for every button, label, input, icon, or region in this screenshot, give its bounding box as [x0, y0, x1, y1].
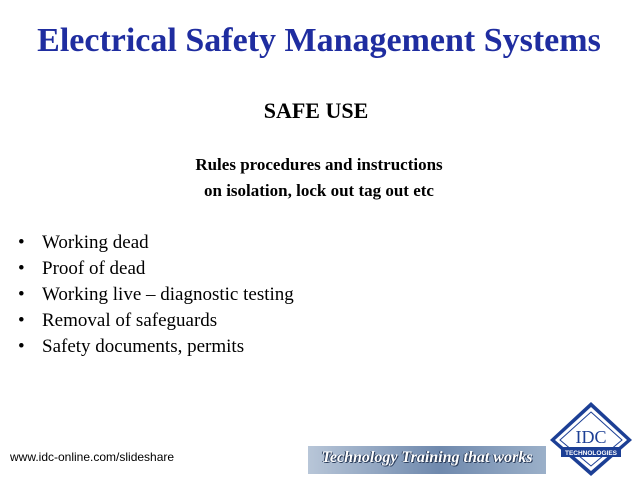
- bullet-icon: •: [18, 310, 25, 331]
- footer-url[interactable]: www.idc-online.com/slideshare: [10, 450, 175, 464]
- bullet-icon: •: [18, 284, 25, 305]
- bullet-item: [18, 256, 294, 282]
- bullet-icon: •: [18, 232, 25, 253]
- bullet-text: Proof of dead: [42, 258, 146, 279]
- bullet-item: [18, 230, 294, 256]
- logo-text: IDC: [575, 427, 607, 447]
- slide-subtitle: [0, 98, 638, 124]
- bullet-item: [18, 282, 294, 308]
- tagline-text: Technology Training that works: [321, 449, 533, 466]
- bullet-text: Working dead: [42, 232, 149, 253]
- bullet-text: Safety documents, permits: [42, 336, 245, 357]
- bullet-icon: •: [18, 336, 25, 357]
- rules-text: [150, 152, 488, 204]
- bullet-icon: •: [18, 258, 25, 279]
- rules-line-2: on isolation, lock out tag out etc: [204, 181, 434, 200]
- rules-line-1: Rules procedures and instructions: [195, 155, 443, 174]
- tagline-banner: [308, 446, 546, 474]
- idc-logo: [548, 400, 634, 478]
- logo-subtext: TECHNOLOGIES: [564, 450, 618, 457]
- subtitle-text: SAFE USE: [263, 98, 369, 123]
- bullet-list: [18, 230, 294, 360]
- bullet-text: Working live – diagnostic testing: [42, 284, 294, 305]
- slide-title: Electrical Safety Management Systems: [37, 22, 601, 59]
- bullet-text: Removal of safeguards: [42, 310, 218, 331]
- bullet-item: [18, 308, 294, 334]
- bullet-item: [18, 334, 294, 360]
